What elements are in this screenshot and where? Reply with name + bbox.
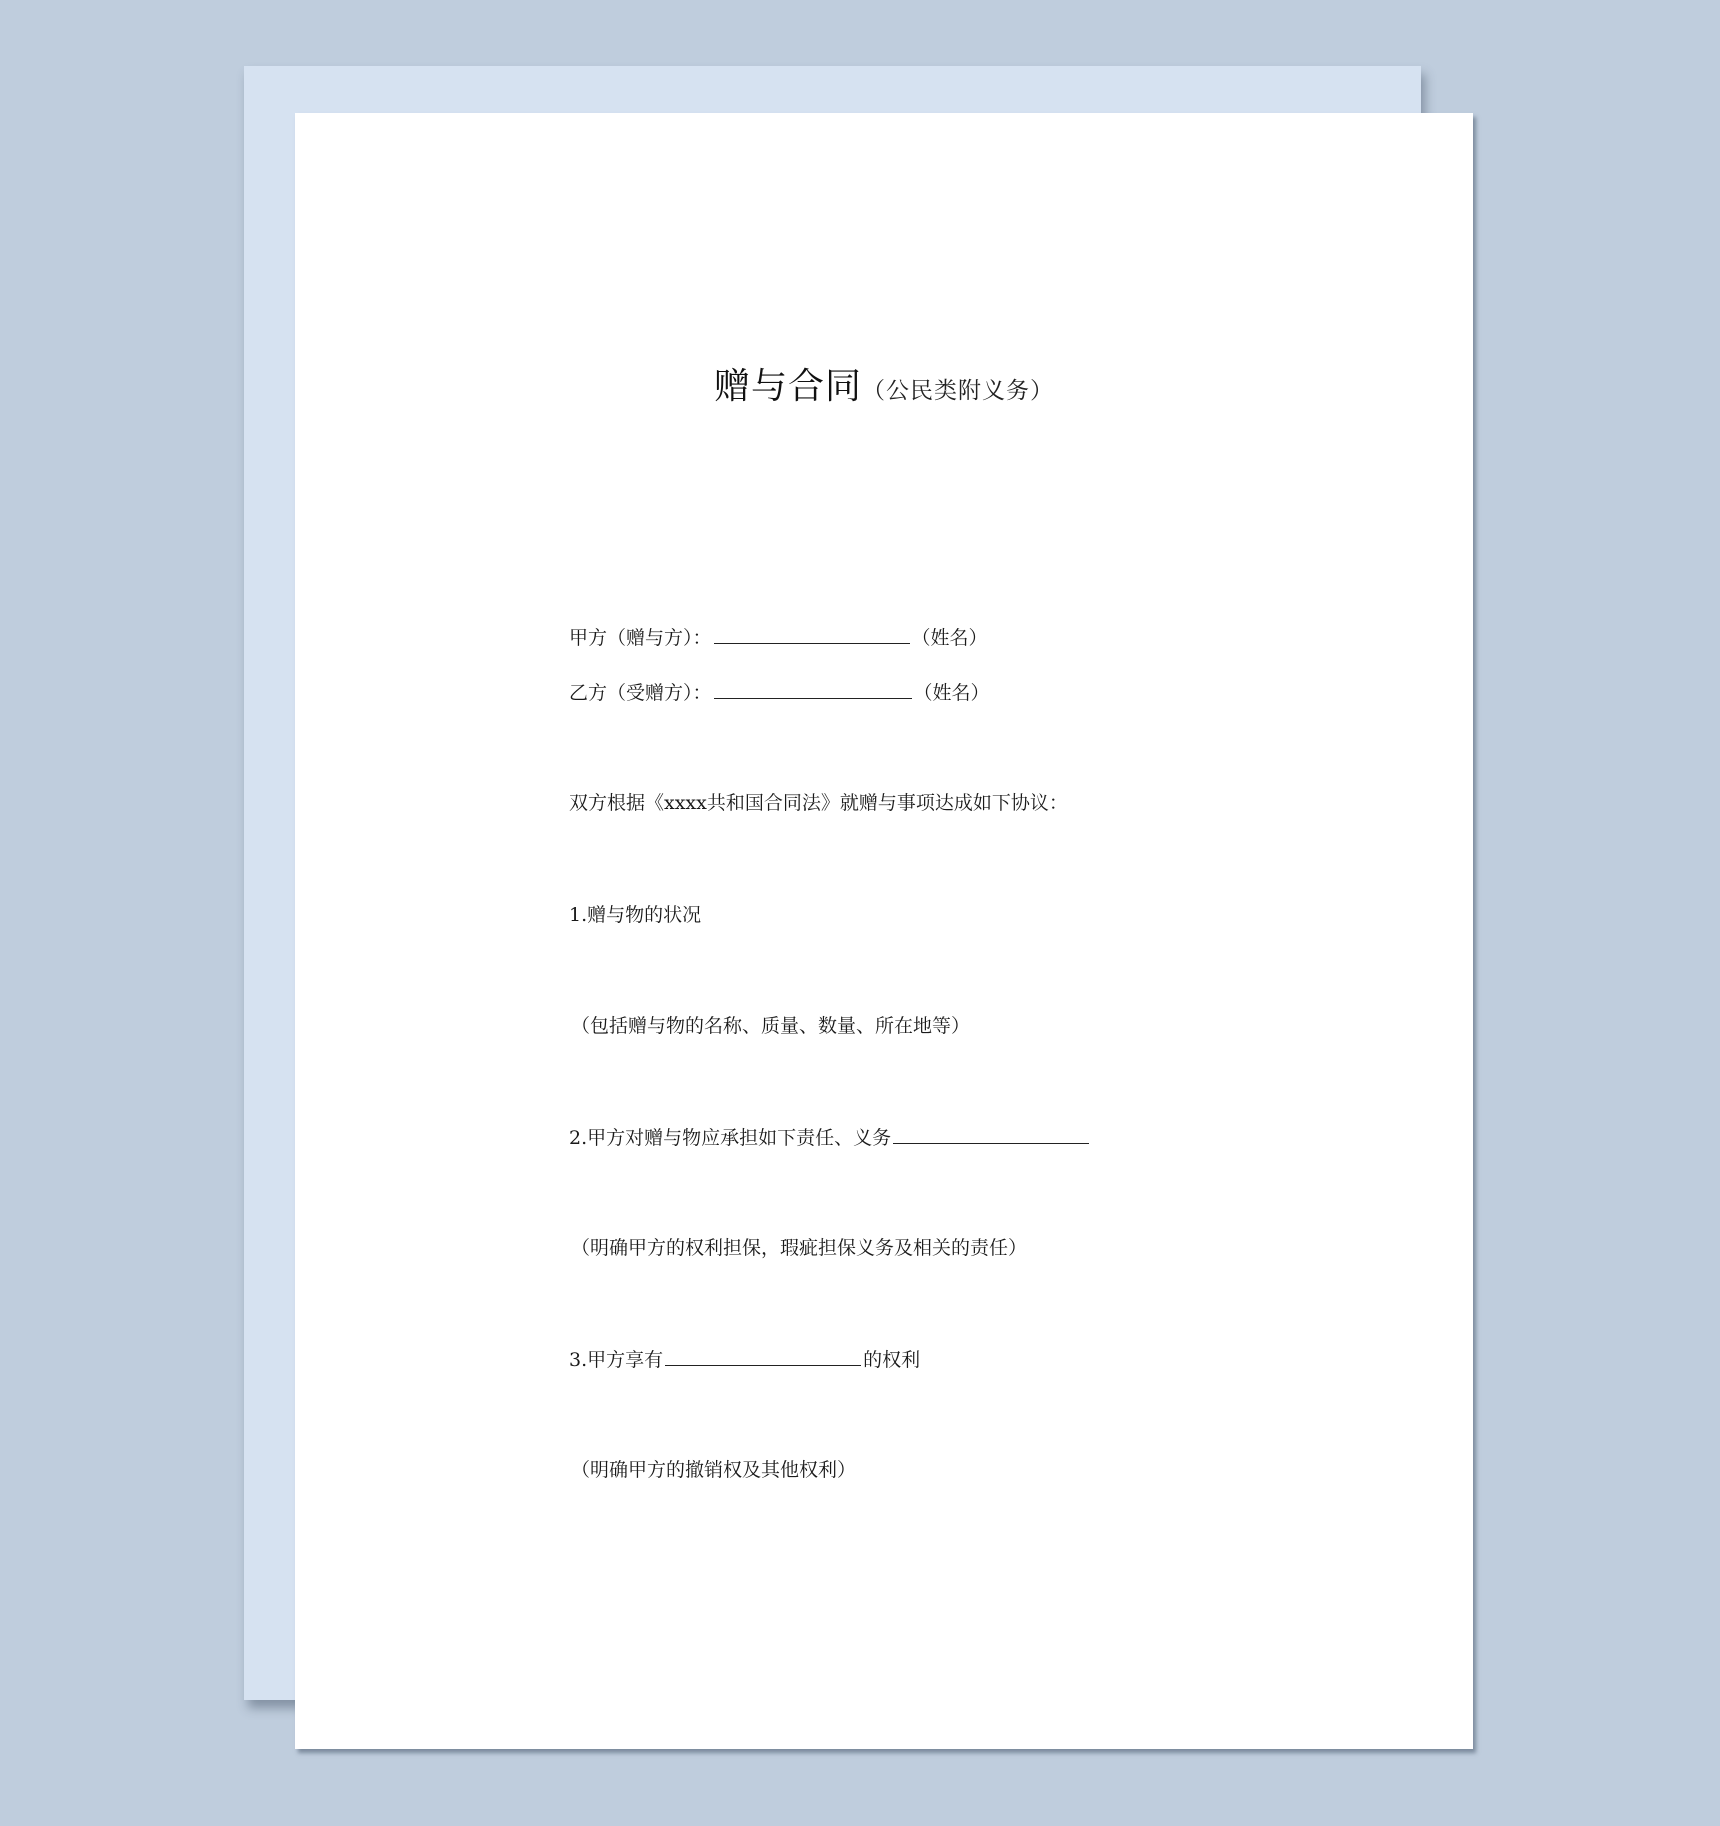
clause-2-field[interactable]: [893, 1125, 1089, 1144]
party-b-suffix: （姓名）: [913, 682, 990, 704]
clause-1-heading: 1.赠与物的状况: [569, 904, 702, 926]
title-main: 赠与合同: [713, 366, 862, 407]
clause-3-heading: 3.甲方享有: [569, 1349, 664, 1371]
party-a-suffix: （姓名）: [911, 627, 988, 649]
party-b-label: 乙方（受赠方）：: [569, 682, 712, 704]
document-title: [295, 358, 1473, 409]
party-a-name-field[interactable]: [714, 625, 910, 644]
clause-1-note: （包括赠与物的名称、质量、数量、所在地等）: [571, 1015, 971, 1037]
party-b-name-field[interactable]: [714, 680, 912, 699]
clause-2-line: [569, 1125, 1091, 1150]
clause-3-suffix: 的权利: [863, 1349, 921, 1371]
clause-3-field[interactable]: [665, 1347, 861, 1366]
party-a-label: 甲方（赠与方）：: [569, 627, 712, 649]
document-page: [295, 113, 1473, 1749]
clause-2-heading: 2.甲方对赠与物应承担如下责任、义务: [569, 1127, 892, 1149]
party-a-line: [569, 625, 988, 650]
clause-3-line: [569, 1347, 920, 1372]
clause-2-note: （明确甲方的权利担保，瑕疵担保义务及相关的责任）: [571, 1237, 1028, 1259]
party-b-line: [569, 680, 990, 705]
intro-paragraph: 双方根据《xxxx共和国合同法》就赠与事项达成如下协议：: [569, 792, 1068, 814]
title-subtitle: （公民类附义务）: [862, 378, 1054, 404]
clause-3-note: （明确甲方的撤销权及其他权利）: [571, 1459, 857, 1481]
